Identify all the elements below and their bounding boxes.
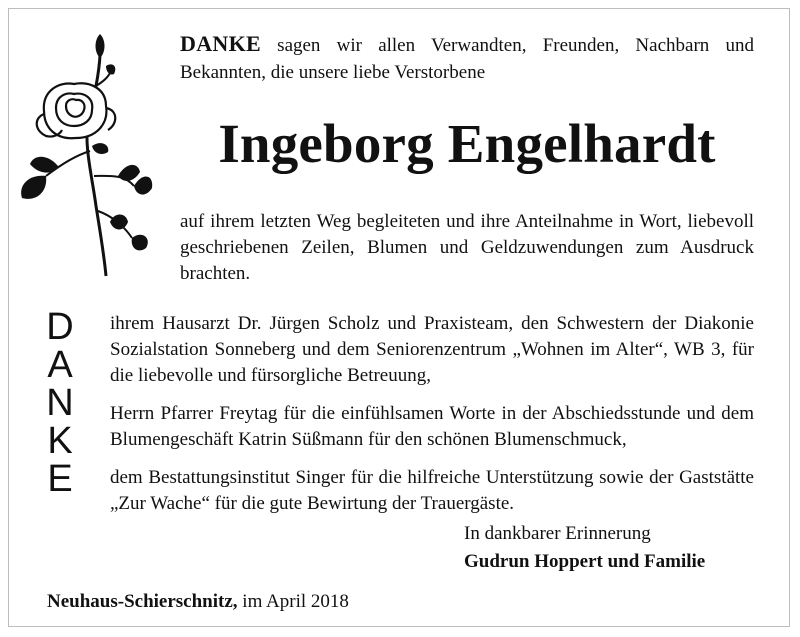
danke-vertical: [40, 308, 80, 498]
danke-letter: D: [46, 306, 74, 348]
rose-icon: [14, 26, 154, 278]
danke-letter: K: [47, 420, 73, 462]
danke-letter: E: [47, 458, 73, 500]
thanks-paragraph: ihrem Hausarzt Dr. Jürgen Scholz und Praxisteam, den Schwestern der Diakonie Sozialstation Sonneberg und dem Seniorenzentrum „Wohnen im Alter“, WB 3, für die liebevolle und fürsorgliche Betreuung,: [110, 313, 754, 386]
thanks-paragraph: dem Bestattungsinstitut Singer für die hilfreiche Unterstützung sowie der Gaststätte „Zur Wache“ für die gute Bewirtung der Trauergäste.: [110, 467, 754, 514]
signature-name: Gudrun Hoppert und Familie: [464, 551, 706, 572]
date: im April 2018: [237, 591, 349, 612]
danke-heading: DANKE: [180, 31, 261, 56]
intro-text: [180, 30, 754, 86]
signature-line: In dankbarer Erinnerung: [464, 523, 651, 544]
body-paragraph: auf ihrem letzten Weg begleiteten und ihre Anteilnahme in Wort, liebevoll geschriebenen Zeilen, Blumen und Geldzuwendungen zum Ausdruck brachten.: [180, 211, 754, 284]
intro-sentence: sagen wir allen Verwandten, Freunden, Nachbarn und Bekannten, die unsere liebe Verstorbene: [180, 35, 754, 83]
danke-letter: A: [47, 344, 73, 386]
thanks-list: [110, 311, 754, 529]
danke-letter: N: [46, 382, 74, 424]
place-date: [47, 591, 349, 613]
place: Neuhaus-Schierschnitz,: [47, 591, 238, 612]
thanks-paragraph: Herrn Pfarrer Freytag für die einfühlsamen Worte in der Abschiedsstunde und dem Blumengeschäft Katrin Süßmann für den schönen Blumenschmuck,: [110, 403, 754, 450]
deceased-name: Ingeborg Engelhardt: [218, 113, 716, 174]
